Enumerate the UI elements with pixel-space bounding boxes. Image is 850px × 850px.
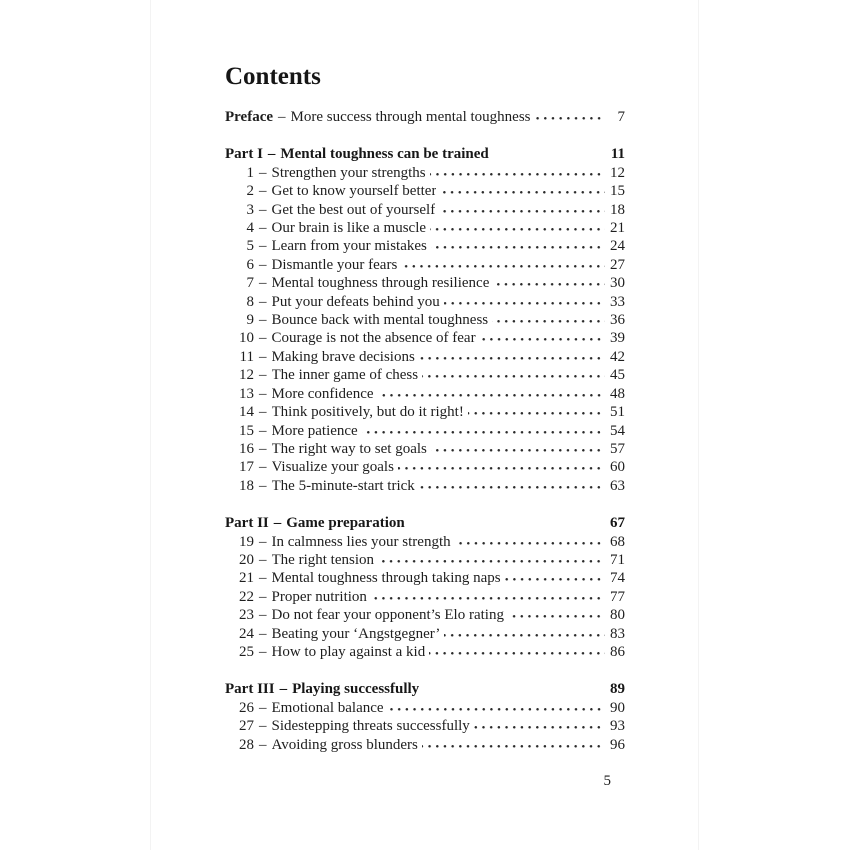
chapter-number: 20 [239,551,254,568]
separator-dash: – [259,256,267,273]
chapter-list [225,533,625,662]
chapter-title: Sidestepping threats successfully [271,718,470,735]
toc-entry [225,606,625,624]
page-number: 80 [610,607,625,624]
preface-label: Preface [225,109,274,125]
page-title: Contents [225,63,321,90]
chapter-number: 22 [239,588,254,605]
separator-dash: – [259,348,267,365]
dot-leader [493,283,605,287]
toc-entry [225,293,625,311]
separator-dash: – [259,699,267,716]
page-number: 93 [610,718,625,735]
page-number: 90 [610,699,625,716]
separator-dash: – [259,588,267,605]
dot-leader [422,745,605,749]
toc-entry [225,256,625,274]
chapter-title: Avoiding gross blunders [271,736,418,753]
toc-entry [225,458,625,476]
separator-dash: – [273,515,282,532]
dot-leader [508,615,605,619]
page-number: 45 [610,367,625,384]
dot-leader [440,191,605,195]
chapter-number: 15 [239,422,254,439]
toc-entry [225,588,625,606]
chapter-title: Beating your ‘Angstgegner’ [271,625,441,642]
toc-entry [225,274,625,292]
preface-entry [225,108,625,126]
separator-dash: – [259,183,267,200]
toc-part [225,514,625,661]
page-number: 86 [610,643,625,660]
separator-dash: – [259,238,267,255]
toc-entry [225,366,625,384]
toc-entry [225,311,625,329]
chapter-title: More patience [271,422,358,439]
page-number: 42 [610,348,625,365]
dot-leader [362,431,605,435]
page-number: 39 [610,330,625,347]
dot-leader [429,652,605,656]
toc-entry [225,219,625,237]
chapter-number: 26 [239,699,254,716]
toc-entry [225,201,625,219]
toc-entry [225,403,625,421]
chapter-title: Do not fear your opponent’s Elo rating [271,607,504,624]
chapter-title: The inner game of chess [271,367,419,384]
chapter-title: The right way to set goals [271,440,427,457]
chapter-title: Emotional balance [271,699,384,716]
chapter-title: Mental toughness through taking naps [271,570,501,587]
page-number: 30 [610,275,625,292]
toc-entry [225,533,625,551]
chapter-title: Strengthen your strengths [271,164,426,181]
chapter-number: 8 [246,293,254,310]
separator-dash: – [259,385,267,402]
page-number: 67 [610,515,625,532]
page-number: 74 [610,570,625,587]
dot-leader [401,265,605,269]
chapter-number: 6 [246,256,254,273]
chapter-title: Courage is not the absence of fear [271,330,476,347]
toc-parts [225,145,625,754]
chapter-number: 11 [239,348,254,365]
page-number: 27 [610,256,625,273]
toc-part-heading [225,680,625,698]
dot-leader [398,467,605,471]
separator-dash: – [259,736,267,753]
dot-leader [422,375,605,379]
separator-dash: – [278,109,286,125]
part-label: Part III [225,681,275,698]
table-of-contents [225,62,625,790]
page-number: 51 [610,404,625,421]
dot-leader [455,542,605,546]
separator-dash: – [259,293,267,310]
separator-dash: – [259,220,267,237]
chapter-number: 25 [239,643,254,660]
toc-entry [225,625,625,643]
dot-leader [388,708,605,712]
chapter-number: 27 [239,718,254,735]
chapter-title: How to play against a kid [271,643,426,660]
toc-entry [225,164,625,182]
chapter-title: Our brain is like a muscle [271,220,427,237]
toc-part [225,145,625,495]
part-title: Playing successfully [292,681,420,698]
page-number: 33 [610,293,625,310]
separator-dash: – [259,404,267,421]
toc-entry [225,422,625,440]
chapter-list [225,164,625,495]
page-number: 71 [610,551,625,568]
chapter-title: Visualize your goals [271,459,394,476]
page-number-folio: 5 [603,773,611,789]
page-number: 89 [610,681,625,698]
chapter-number: 5 [246,238,254,255]
separator-dash: – [267,146,276,163]
separator-dash: – [259,533,267,550]
page-number: 18 [610,201,625,218]
chapter-number: 9 [246,312,254,329]
toc-entry [225,477,625,495]
chapter-title: Get the best out of yourself [271,201,436,218]
dot-leader [371,597,605,601]
chapter-number: 16 [239,440,254,457]
page-number: 12 [610,164,625,181]
separator-dash: – [259,625,267,642]
page-number: 57 [610,440,625,457]
page-edge-left [150,0,151,850]
part-title: Mental toughness can be trained [280,146,489,163]
dot-leader [431,246,605,250]
chapter-title: Put your defeats behind you [271,293,440,310]
toc-entry [225,569,625,587]
dot-leader [430,173,605,177]
separator-dash: – [259,312,267,329]
dot-leader [474,726,605,730]
toc-part-heading [225,514,625,532]
separator-dash: – [259,164,267,181]
chapter-title: Making brave decisions [271,348,415,365]
page-number: 63 [610,477,625,494]
separator-dash: – [259,275,267,292]
chapter-number: 10 [239,330,254,347]
separator-dash: – [259,330,267,347]
dot-leader [505,578,605,582]
page-number: 11 [610,146,625,163]
page-number: 24 [610,238,625,255]
dot-leader [419,357,605,361]
toc-entry [225,440,625,458]
dot-leader [431,449,605,453]
chapter-number: 19 [239,533,254,550]
part-title: Game preparation [286,515,405,532]
dot-leader [444,634,605,638]
separator-dash: – [259,570,267,587]
dot-leader [439,210,605,214]
chapter-title: Dismantle your fears [271,256,398,273]
chapter-number: 13 [239,385,254,402]
part-label: Part II [225,515,269,532]
page-number: 96 [610,736,625,753]
chapter-title: In calmness lies your strength [271,533,451,550]
toc-entry [225,736,625,754]
chapter-number: 18 [239,477,254,494]
page-number: 15 [610,183,625,200]
page-number: 60 [610,459,625,476]
chapter-number: 3 [246,201,254,218]
toc-entry [225,329,625,347]
toc-entry [225,717,625,735]
dot-leader [378,394,605,398]
page-number: 36 [610,312,625,329]
chapter-number: 21 [239,570,254,587]
chapter-number: 2 [246,183,254,200]
toc-entry [225,182,625,200]
chapter-title: Bounce back with mental toughness [271,312,489,329]
chapter-number: 4 [246,220,254,237]
dot-leader [419,486,605,490]
chapter-title: Learn from your mistakes [271,238,427,255]
dot-leader [444,302,605,306]
toc-entry [225,643,625,661]
separator-dash: – [259,477,267,494]
toc-entry [225,348,625,366]
separator-dash: – [259,201,267,218]
separator-dash: – [259,643,267,660]
toc-part [225,680,625,754]
separator-dash: – [259,551,267,568]
separator-dash: – [259,422,267,439]
page-number: 54 [610,422,625,439]
page-number: 83 [610,625,625,642]
chapter-title: Think positively, but do it right! [271,404,464,421]
separator-dash: – [259,459,267,476]
chapter-title: Mental toughness through resilience [271,275,490,292]
separator-dash: – [279,681,288,698]
page-number: 48 [610,385,625,402]
separator-dash: – [259,718,267,735]
chapter-list [225,699,625,754]
page-number: 7 [617,109,625,125]
chapter-number: 24 [239,625,254,642]
part-label: Part I [225,146,263,163]
page-number: 77 [610,588,625,605]
chapter-title: More confidence [271,385,374,402]
chapter-number: 14 [239,404,254,421]
page-number: 21 [610,220,625,237]
page-edge-right [698,0,699,850]
dot-leader [430,228,605,232]
toc-entry [225,699,625,717]
toc-part-heading [225,145,625,163]
toc-entry [225,385,625,403]
dot-leader [535,117,606,121]
chapter-title: Proper nutrition [271,588,367,605]
chapter-number: 1 [246,164,254,181]
separator-dash: – [259,367,267,384]
separator-dash: – [259,440,267,457]
dot-leader [492,320,605,324]
separator-dash: – [259,607,267,624]
dot-leader [468,412,605,416]
chapter-title: Get to know yourself better [271,183,437,200]
chapter-number: 7 [246,275,254,292]
chapter-title: The 5-minute-start trick [271,477,415,494]
dot-leader [480,338,605,342]
toc-entry [225,551,625,569]
dot-leader [378,560,605,564]
chapter-number: 17 [239,459,254,476]
chapter-title: The right tension [271,551,374,568]
chapter-number: 28 [239,736,254,753]
toc-entry [225,237,625,255]
chapter-number: 23 [239,607,254,624]
page-number: 68 [610,533,625,550]
chapter-number: 12 [239,367,254,384]
preface-title: More success through mental toughness [290,109,531,125]
